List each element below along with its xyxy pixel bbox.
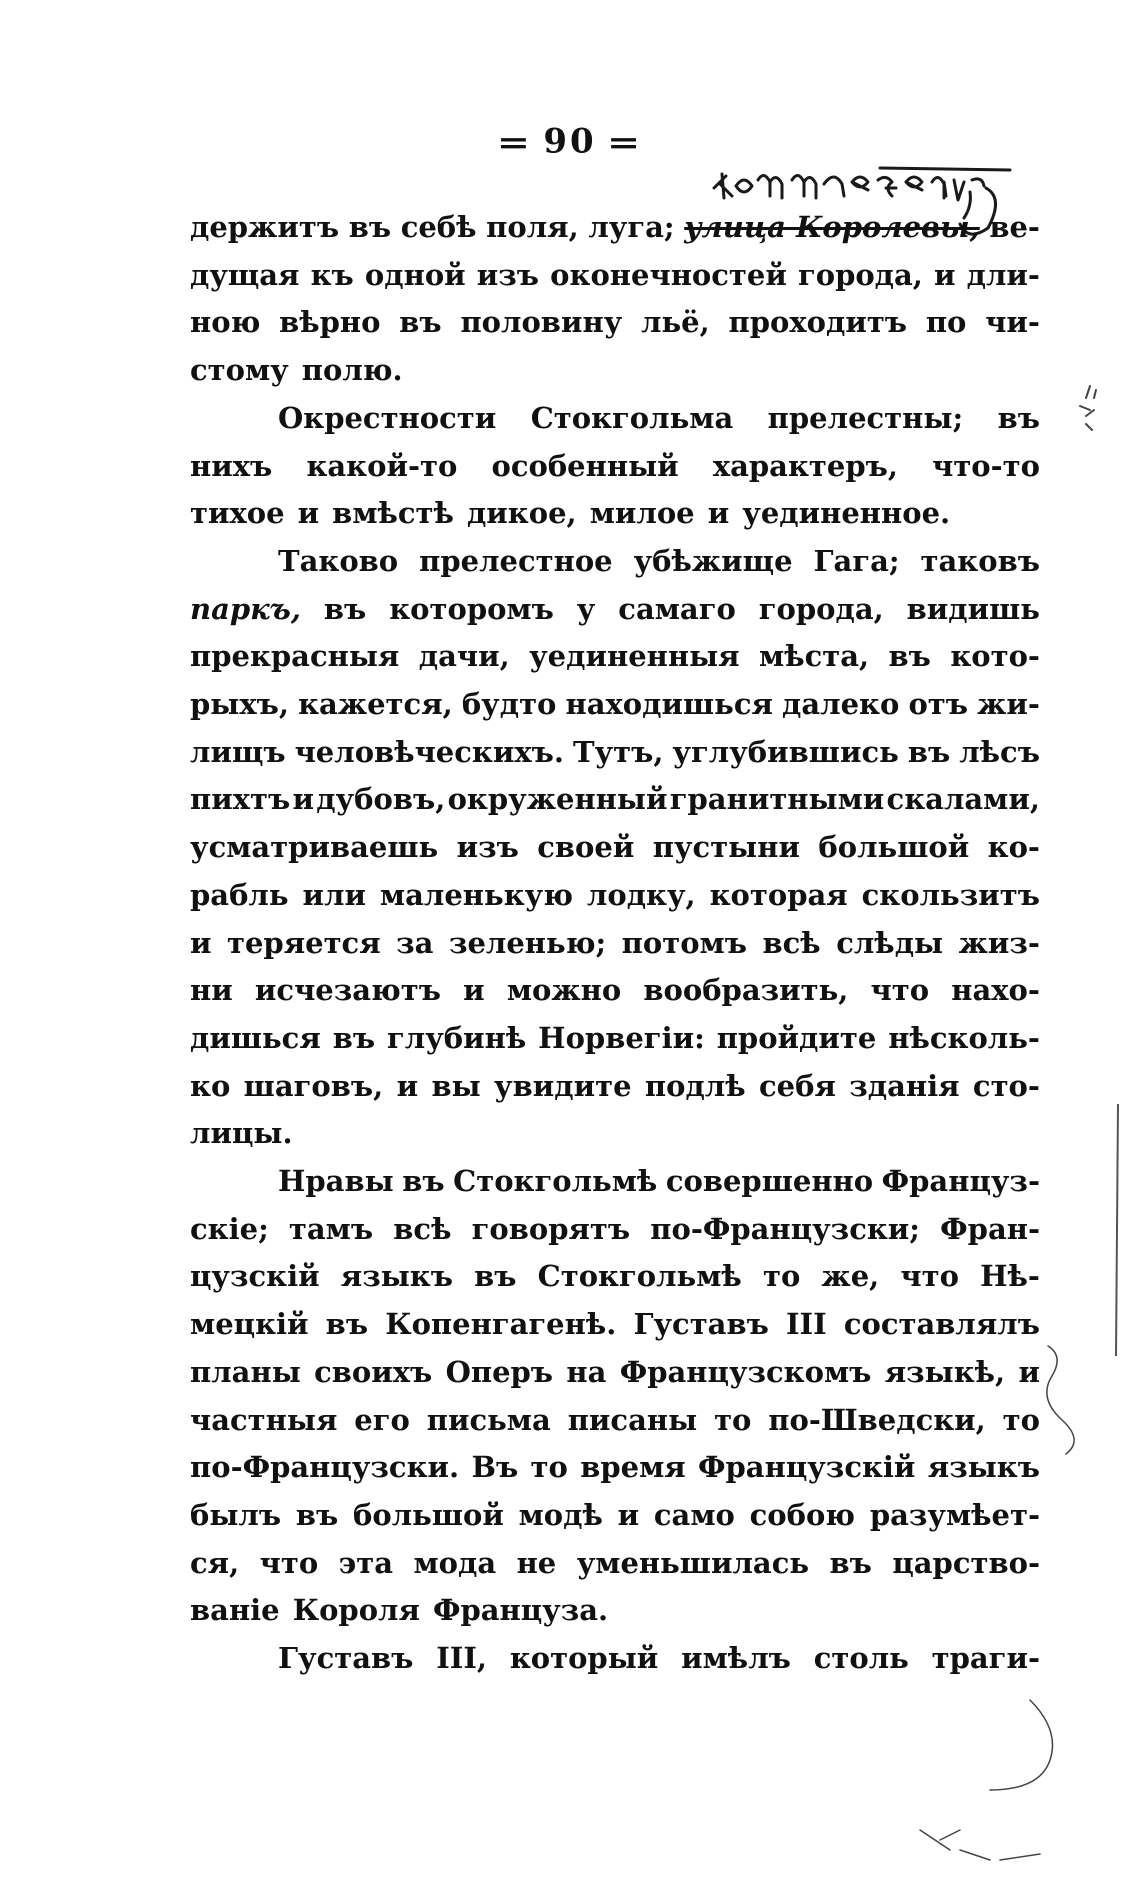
- word: далеко: [782, 687, 900, 722]
- word: большой: [818, 830, 970, 865]
- text-line: [190, 872, 1040, 920]
- word: видишь: [906, 591, 1040, 626]
- word: исчезаютъ: [254, 973, 441, 1008]
- word: или: [302, 877, 366, 912]
- word: окруженный: [447, 782, 668, 817]
- word: составлялъ: [843, 1307, 1040, 1342]
- word: ко-: [987, 830, 1040, 865]
- word: которомъ: [389, 591, 554, 626]
- word: въ: [323, 591, 367, 626]
- word: цузскій: [190, 1259, 320, 1294]
- word: не: [516, 1545, 557, 1580]
- word: самаго: [618, 591, 736, 626]
- word: изъ: [476, 257, 540, 292]
- word: то: [714, 1402, 752, 1437]
- word: вѣрно: [279, 305, 381, 340]
- word: изъ: [456, 830, 519, 865]
- word: тамъ: [288, 1211, 374, 1246]
- word: за: [396, 925, 434, 960]
- word: въ: [332, 1020, 376, 1055]
- word: въ: [907, 734, 951, 769]
- word: что: [900, 1259, 959, 1294]
- word: въ: [295, 1497, 339, 1532]
- word: эта: [338, 1545, 394, 1580]
- word: у: [576, 591, 596, 626]
- word: особенный: [491, 448, 679, 483]
- word: вообразить,: [643, 973, 849, 1008]
- word: кажется,: [298, 687, 453, 722]
- word: языкѣ,: [884, 1354, 1006, 1389]
- word: слѣды: [836, 925, 944, 960]
- word: оконечностей: [550, 257, 787, 292]
- word: большой: [353, 1497, 504, 1532]
- word: Густавъ: [278, 1641, 414, 1676]
- word: нихъ: [190, 448, 273, 483]
- word: своей: [537, 830, 635, 865]
- word: пройдите: [716, 1020, 877, 1055]
- word: человѣческихъ.: [294, 734, 565, 769]
- word: паркъ,: [190, 591, 301, 626]
- word: въ: [997, 400, 1040, 435]
- word: ваніе: [190, 1593, 280, 1628]
- text-line: [190, 1349, 1040, 1397]
- word: Густавъ: [633, 1307, 769, 1342]
- word: полю.: [301, 353, 403, 388]
- word: то: [762, 1259, 801, 1294]
- word: пустыни: [652, 830, 800, 865]
- word: Тутъ,: [573, 734, 664, 769]
- word: говорятъ: [471, 1211, 631, 1246]
- word: по-Французски;: [650, 1211, 921, 1246]
- word: дишься: [190, 1020, 321, 1055]
- word: лѣсъ: [959, 734, 1040, 769]
- word: милое: [589, 496, 695, 531]
- text-line: [190, 633, 1040, 681]
- word: вмѣстѣ: [332, 496, 454, 531]
- word: прелестное: [419, 543, 613, 578]
- word: Въ: [471, 1450, 519, 1485]
- text-line: [190, 538, 1040, 586]
- word: дикое,: [466, 496, 577, 531]
- margin-edge-line-icon: [1100, 1100, 1130, 1360]
- text-line: [190, 776, 1040, 824]
- body-text: [190, 204, 1040, 1683]
- word: подлѣ: [644, 1068, 746, 1103]
- word: на: [566, 1354, 607, 1389]
- text-line: [190, 1015, 1040, 1063]
- margin-pen-marks-icon: [1040, 1340, 1140, 1460]
- word: нѣсколь-: [888, 1020, 1040, 1055]
- word: поля,: [486, 210, 579, 244]
- word: прекрасныя: [190, 639, 400, 674]
- word: рыхъ,: [190, 687, 289, 722]
- word: что: [870, 973, 930, 1008]
- word: Французскій: [698, 1450, 916, 1485]
- word: Окрестности: [278, 400, 497, 435]
- word: какой-то: [306, 448, 458, 483]
- word: проходитъ: [728, 305, 908, 340]
- word: частныя: [190, 1402, 338, 1437]
- word: маленькую: [379, 877, 573, 912]
- word: можно: [506, 973, 622, 1008]
- word: Копенгагенѣ.: [385, 1307, 617, 1342]
- word: мѣста,: [759, 639, 870, 674]
- page-number-value: 90: [543, 121, 597, 162]
- word: стому: [190, 353, 289, 388]
- word: по: [925, 305, 967, 340]
- word: царство-: [892, 1545, 1040, 1580]
- word: увидите: [494, 1068, 632, 1103]
- text-line: [190, 1253, 1040, 1301]
- word: по-Шведски,: [768, 1402, 986, 1437]
- word: же,: [821, 1259, 880, 1294]
- word: города,: [758, 591, 884, 626]
- word: мецкій: [190, 1307, 309, 1342]
- text-line: [190, 252, 1040, 300]
- word: держитъ: [190, 210, 340, 244]
- word: себѣ: [400, 210, 477, 244]
- word: то: [1002, 1402, 1040, 1437]
- word: одной: [364, 257, 466, 292]
- word: что-то: [932, 448, 1040, 483]
- text-line: [190, 920, 1040, 968]
- text-line: [190, 443, 1040, 491]
- word: столь: [813, 1641, 909, 1676]
- page-number: ═ 90 ═: [501, 120, 639, 167]
- word: вы: [431, 1068, 481, 1103]
- word: въ: [888, 639, 931, 674]
- word: и: [934, 257, 956, 292]
- text-line: [190, 681, 1040, 729]
- text-line: [190, 824, 1040, 872]
- word: убѣжище: [633, 543, 793, 578]
- word: его: [354, 1402, 410, 1437]
- word: шаговъ,: [243, 1068, 384, 1103]
- word: уменьшилась: [576, 1545, 810, 1580]
- word: время: [580, 1450, 686, 1485]
- word: ни: [190, 973, 233, 1008]
- word: писаны: [567, 1402, 698, 1437]
- text-line: [190, 1635, 1040, 1683]
- word: потомъ: [621, 925, 747, 960]
- word: планы: [190, 1354, 301, 1389]
- word: жиз-: [958, 925, 1040, 960]
- word: языкъ: [340, 1259, 453, 1294]
- word: разумѣет-: [869, 1497, 1040, 1532]
- word: скіе;: [190, 1211, 269, 1246]
- word: въ: [399, 305, 442, 340]
- word: рабль: [190, 877, 289, 912]
- word: находишься: [565, 687, 773, 722]
- word: половину: [460, 305, 623, 340]
- text-line: [190, 1206, 1040, 1254]
- text-line: [190, 1063, 1040, 1111]
- word: мода: [413, 1545, 497, 1580]
- word: зеленью;: [448, 925, 607, 960]
- word: уединенное.: [742, 496, 951, 531]
- word: улица Королевы,: [684, 210, 980, 244]
- word: Оперъ: [445, 1354, 554, 1389]
- margin-corner-marks-icon: [880, 1690, 1080, 1870]
- word: ко: [190, 1068, 231, 1103]
- word: Нѣ-: [980, 1259, 1040, 1294]
- text-line: [190, 490, 1040, 538]
- word: теряется: [227, 925, 381, 960]
- word: скалами,: [886, 782, 1040, 817]
- word: въ: [829, 1545, 872, 1580]
- word: гранитными: [669, 782, 885, 817]
- word: пихтъ: [190, 782, 291, 817]
- word: модѣ: [518, 1497, 603, 1532]
- word: имѣлъ: [681, 1641, 791, 1676]
- word: которая: [709, 877, 848, 912]
- word: письма: [426, 1402, 551, 1437]
- word: и: [292, 782, 315, 817]
- word: себя: [759, 1068, 836, 1103]
- word: прелестны;: [767, 400, 964, 435]
- word: тихое: [190, 496, 285, 531]
- word: всѣ: [762, 925, 821, 960]
- text-line: [190, 299, 1040, 347]
- word: III,: [436, 1641, 488, 1676]
- word: въ: [474, 1259, 517, 1294]
- word: нахо-: [951, 973, 1040, 1008]
- word: и: [707, 496, 730, 531]
- word: дубовъ,: [316, 782, 446, 817]
- text-line: [190, 1158, 1040, 1206]
- text-line: [190, 395, 1040, 443]
- text-line: [190, 1301, 1040, 1349]
- word: по-Французски.: [190, 1450, 460, 1485]
- word: уединенныя: [529, 639, 740, 674]
- word: само: [653, 1497, 735, 1532]
- word: Фран-: [940, 1211, 1040, 1246]
- word: въ: [348, 210, 392, 244]
- word: Француз-: [881, 1164, 1040, 1199]
- text-line: [190, 967, 1040, 1015]
- word: луга;: [588, 210, 675, 244]
- word: Норвегіи:: [538, 1020, 705, 1055]
- word: города,: [797, 257, 923, 292]
- text-line: [190, 1587, 1040, 1635]
- word: траги-: [931, 1641, 1040, 1676]
- word: лицы.: [190, 1116, 293, 1151]
- word: кото-: [950, 639, 1040, 674]
- word: Стокгольмѣ: [453, 1164, 658, 1199]
- word: совершенно: [665, 1164, 874, 1199]
- word: будто: [461, 687, 557, 722]
- word: лищъ: [190, 734, 286, 769]
- word: усматриваешь: [190, 830, 439, 865]
- word: зданія: [849, 1068, 960, 1103]
- word: Нравы: [278, 1164, 394, 1199]
- word: и: [396, 1068, 419, 1103]
- text-line: [190, 1444, 1040, 1492]
- word: характеръ,: [712, 448, 898, 483]
- text-line: [190, 204, 1040, 252]
- word: Француза.: [432, 1593, 609, 1628]
- word: Стокгольмѣ: [537, 1259, 742, 1294]
- word: Таково: [278, 543, 399, 578]
- word: и: [617, 1497, 640, 1532]
- word: и: [297, 496, 320, 531]
- text-line: [190, 1110, 1040, 1158]
- text-line: [190, 729, 1040, 777]
- word: и: [463, 973, 485, 1008]
- word: что: [259, 1545, 319, 1580]
- word: Французскомъ: [619, 1354, 872, 1389]
- word: и: [190, 925, 212, 960]
- word: сто-: [972, 1068, 1040, 1103]
- word: дли-: [966, 257, 1040, 292]
- word: скользитъ: [861, 877, 1040, 912]
- word: языкъ: [927, 1450, 1040, 1485]
- word: жи-: [977, 687, 1040, 722]
- word: Стокгольма: [530, 400, 734, 435]
- text-line: [190, 1397, 1040, 1445]
- word: лодку,: [586, 877, 696, 912]
- word: Гага;: [813, 543, 900, 578]
- text-line: [190, 1492, 1040, 1540]
- word: то: [530, 1450, 568, 1485]
- word: таковъ: [920, 543, 1040, 578]
- text-line: [190, 347, 1040, 395]
- word: отъ: [908, 687, 969, 722]
- word: Короля: [292, 1593, 420, 1628]
- text-line: [190, 586, 1040, 634]
- word: всѣ: [393, 1211, 452, 1246]
- word: и: [1018, 1354, 1040, 1389]
- word: въ: [325, 1307, 369, 1342]
- word: къ: [310, 257, 354, 292]
- word: чи-: [985, 305, 1040, 340]
- word: своихъ: [314, 1354, 433, 1389]
- word: собою: [749, 1497, 856, 1532]
- word: былъ: [190, 1497, 282, 1532]
- word: ся,: [190, 1545, 240, 1580]
- word: глубинѣ: [387, 1020, 527, 1055]
- word: льё,: [641, 305, 710, 340]
- margin-marks-icon: [1060, 380, 1130, 440]
- word: дущая: [190, 257, 300, 292]
- word: III: [785, 1307, 827, 1342]
- word: углубившись: [672, 734, 899, 769]
- word: который: [509, 1641, 659, 1676]
- word: дачи,: [418, 639, 510, 674]
- word: ве-: [989, 210, 1040, 244]
- word: въ: [402, 1164, 445, 1199]
- text-line: [190, 1540, 1040, 1588]
- word: ною: [190, 305, 261, 340]
